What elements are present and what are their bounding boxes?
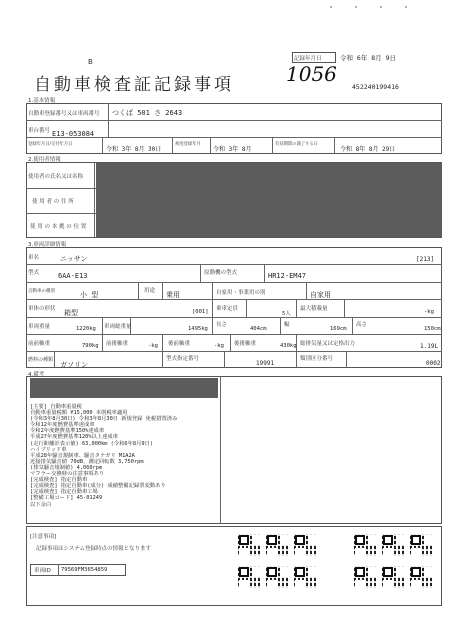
scan-dot: [330, 6, 332, 8]
maker-label: 車名: [28, 255, 40, 261]
fuel: ガソリン: [60, 361, 88, 369]
qr-code-5: [382, 534, 404, 556]
note-text: 記録事項はシステム登録時点の情報となります: [36, 546, 151, 552]
engine-label: 原動機の型式: [204, 270, 238, 276]
front-front-axle-label: 前前軸重: [28, 341, 51, 347]
model: 6AA-E13: [58, 272, 88, 280]
first-reg-date: 令和 3年 8月 30日: [106, 146, 162, 153]
remarks-line: 以下余白: [30, 501, 52, 508]
qr-code-10: [354, 566, 376, 588]
document-number: 452240199416: [352, 83, 399, 91]
private-label: 自家用・事業用の別: [216, 290, 266, 296]
remarks-line: [完成検査] 指定自動車(成分) 成績整備記録票変動あり: [30, 483, 166, 490]
qr-code-12: [410, 566, 432, 588]
gross-label: 車両総重量: [104, 324, 132, 330]
body-shape: 箱型: [64, 309, 78, 317]
first-reg-label: 登録年月日/交付年月日: [28, 142, 73, 147]
body-label: 車体の形状: [28, 306, 56, 312]
qr-code-8: [266, 566, 288, 588]
qr-code-11: [382, 566, 404, 588]
reg-no-label: 自動車登録番号又は車両番号: [28, 111, 100, 117]
maker-code: [213]: [416, 256, 435, 263]
mark-b: B: [88, 58, 93, 66]
handwritten-number: 1056: [286, 62, 337, 86]
qr-code-6: [410, 534, 432, 556]
base-location-label: 使 用 の 本 拠 の 位 置: [30, 224, 87, 230]
engine-model: HR12-EM47: [268, 272, 306, 280]
displacement: 1.19L: [420, 343, 439, 350]
qr-code-9: [294, 566, 316, 588]
private-use: 自家用: [310, 291, 331, 299]
qr-code-7: [238, 566, 260, 588]
chassis-number: E13-053084: [52, 130, 95, 138]
capacity: 5人: [282, 311, 291, 317]
kind: 小 型: [80, 291, 99, 299]
remarks-line: 令和12年度燃費基準達成車: [30, 422, 95, 429]
displacement-label: 総排気量又は定格出力: [300, 341, 356, 347]
width: 169cm: [330, 326, 347, 332]
rear-rear-axle-label: 後後軸重: [234, 341, 257, 347]
remarks-line: (令和3年8月30日) 令和3年8月30日 新規登録 免税措置済み: [30, 416, 178, 423]
remarks-line: 近接排気騒音値 70dB、測定回転数 3,750rpm: [30, 458, 144, 465]
vehicle-id: 79569FM3654859: [61, 567, 108, 573]
remarks-line: 令和2年度燃費基準150%達成車: [30, 428, 105, 435]
note-label: [注意事項]: [30, 534, 57, 540]
user-address-label: 使 用 者 の 住 所: [32, 199, 74, 205]
height-label: 高さ: [356, 322, 368, 328]
remarks-line: 自動車重量税額 ¥15,000 本則税率適用: [30, 410, 128, 417]
remarks-line: [主要] 自動車重量税: [30, 404, 82, 410]
section-remarks-title: 4.備考: [28, 372, 45, 378]
qr-code-3: [294, 534, 316, 556]
chassis-label: 車台番号: [28, 128, 51, 134]
front-rear-axle: -kg: [148, 343, 158, 349]
type-no-label: 型式指定番号: [166, 356, 200, 362]
weight: 1220kg: [76, 326, 96, 332]
remarks-line: [整備工場コード] 45-01249: [30, 495, 103, 502]
expiry-date: 令和 8年 8月 29日: [340, 146, 396, 153]
use: 乗用: [166, 291, 180, 299]
type-number: 19991: [256, 360, 275, 367]
body-code: [001]: [192, 309, 209, 315]
use-label: 用途: [144, 288, 156, 294]
remarks-list: [30, 404, 177, 508]
remarks-line: [完成検査] 指定自動車: [30, 477, 88, 484]
remarks-line: (走行距離計表示値) 63,000km (令和6年8月9日): [30, 440, 154, 447]
length: 404cm: [250, 326, 267, 332]
qr-code-1: [238, 534, 260, 556]
front-front-axle: 790kg: [82, 343, 99, 349]
vehicle-id-label: 車両ID: [34, 568, 51, 574]
max-load: -kg: [424, 309, 434, 315]
scan-dot: [380, 6, 382, 8]
redacted-user-info: [96, 163, 442, 237]
section-vehicle-title: 3.車両詳細情報: [28, 242, 67, 248]
record-date-label: 記録年月日: [294, 56, 322, 62]
rear-front-axle: -kg: [214, 343, 224, 349]
remarks-line: ハイブリッド車: [30, 446, 67, 453]
remarks-line: (排気騒音規制値) 4,060rpm: [30, 464, 103, 471]
reg-no: つくば 501 さ 2643: [112, 109, 183, 117]
remarks-line: マフラー交換時の注意事項あり: [30, 471, 105, 478]
rear-rear-axle: 430kg: [280, 343, 297, 349]
first-year: 令和 3年 8月: [213, 146, 252, 153]
gross-weight: 1495kg: [188, 326, 208, 332]
section-basic-title: 1.基本情報: [28, 98, 56, 104]
scan-dot: [405, 6, 407, 8]
class-number: 0002: [426, 360, 441, 367]
remarks-line: [完成検査] 指定自動車工場: [30, 489, 98, 496]
kind-label: 自動車の種別: [28, 289, 55, 294]
user-name-label: 使用者の氏名又は名称: [28, 174, 84, 180]
rear-front-axle-label: 後前軸重: [168, 341, 191, 347]
height: 150cm: [424, 326, 441, 332]
first-year-label: 初度登録年月: [175, 142, 201, 147]
fuel-label: 燃料の種類: [28, 357, 54, 363]
class-no-label: 類別区分番号: [300, 356, 334, 362]
record-date: 令和 6年 8月 9日: [340, 54, 396, 62]
section-user-title: 2.使用者情報: [28, 157, 61, 163]
scan-dot: [355, 6, 357, 8]
document-title: 自動車検査証記録事項: [34, 75, 234, 95]
qr-code-2: [266, 534, 288, 556]
max-load-label: 最大積載量: [300, 306, 328, 312]
width-label: 幅: [284, 322, 290, 328]
redacted-remarks: [30, 378, 218, 398]
length-label: 長さ: [216, 322, 228, 328]
expiry-label: 有効期間の満了する日: [275, 142, 318, 147]
qr-code-4: [354, 534, 376, 556]
model-label: 型式: [28, 270, 40, 276]
front-rear-axle-label: 前後軸重: [106, 341, 129, 347]
maker: ニッサン: [60, 255, 88, 263]
remarks-line: 平成27年度燃費基準120%以上達成車: [30, 434, 118, 441]
weight-label: 車両重量: [28, 324, 51, 330]
capacity-label: 乗車定員: [216, 306, 239, 312]
remarks-line: 平成28年騒音規制車、騒音タテガリ M1A2A: [30, 452, 135, 459]
